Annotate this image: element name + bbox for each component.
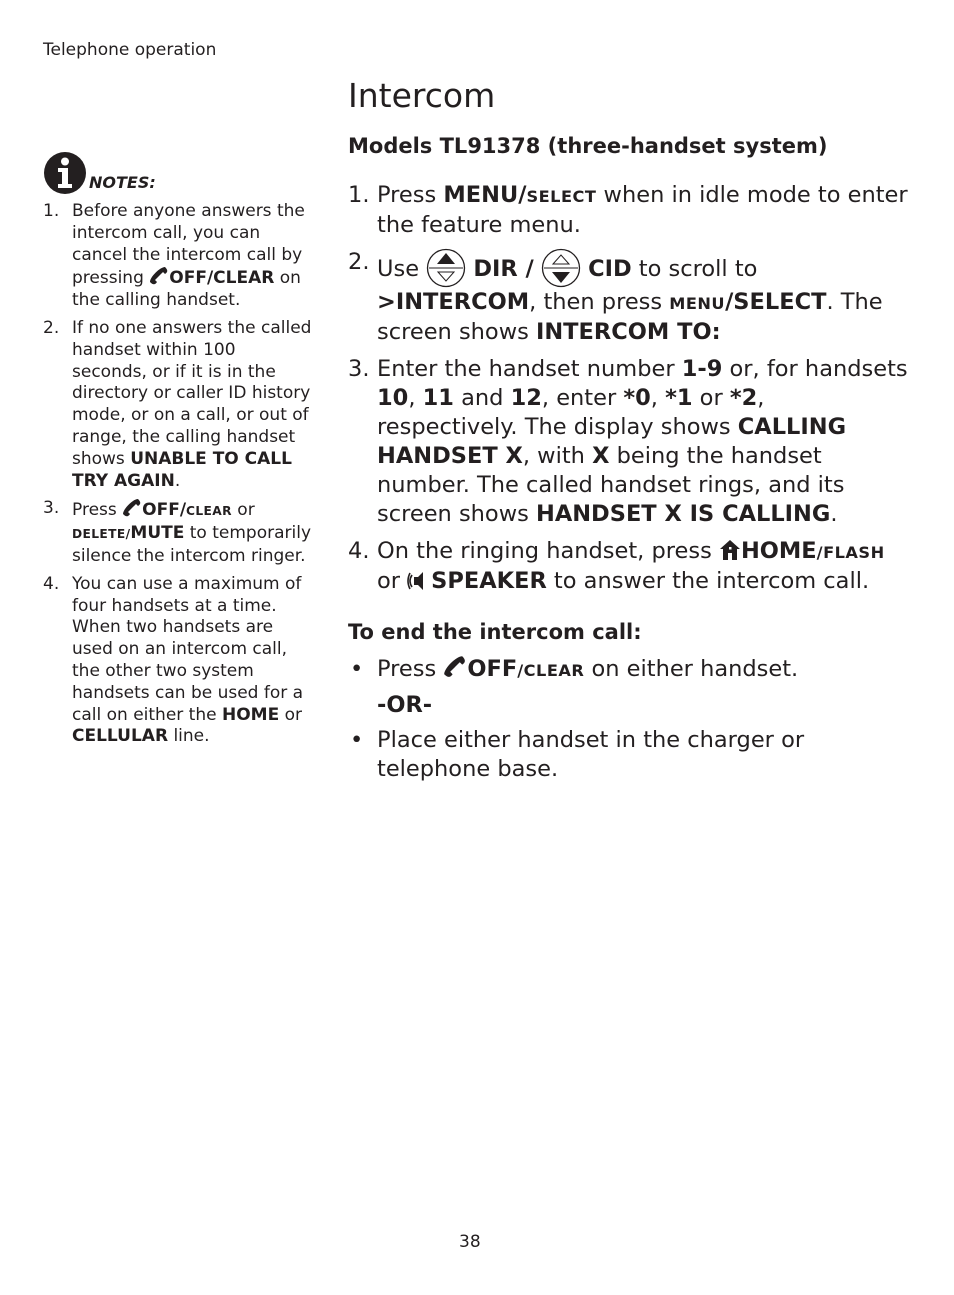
key-off: OFF (467, 656, 518, 682)
notes-heading (43, 145, 313, 195)
nav-up-icon (426, 248, 466, 288)
notes-label: NOTES: (89, 173, 156, 193)
steps-list (348, 181, 908, 596)
key-clear: /CLEAR (517, 661, 585, 680)
handset-x: X (592, 443, 610, 469)
page-title: Intercom (348, 76, 496, 115)
handset-range: 1-9 (681, 356, 723, 382)
end-call-text: Place either handset in the charger or telephone base. (377, 727, 805, 782)
display-intercom-to: INTERCOM TO: (535, 319, 721, 345)
note-text: or (231, 500, 255, 521)
step-item (348, 355, 908, 529)
note-text: Before anyone answers the intercom call, you can cancel the intercom call by pressing (72, 201, 305, 289)
info-icon (43, 151, 87, 195)
phone-off-icon (149, 266, 169, 286)
note-item (43, 318, 313, 492)
key-star-0: *0 (623, 385, 651, 411)
end-call-text: on either handset. (584, 656, 799, 682)
line-home: HOME (221, 704, 280, 725)
step-text: , then press (529, 289, 670, 315)
nav-down-icon (541, 248, 581, 288)
note-number: 2. (43, 317, 60, 338)
end-call-item (348, 655, 908, 685)
handset-12: 12 (510, 385, 542, 411)
step-text: , (650, 385, 666, 411)
step-item (348, 181, 908, 240)
step-text: , enter (541, 385, 624, 411)
note-item (43, 574, 313, 748)
handset-10: 10 (377, 385, 409, 411)
key-menu: MENU/ (443, 182, 527, 208)
key-off-clear: OFF/CLEAR (169, 268, 275, 289)
phone-off-icon (443, 655, 467, 679)
note-text: or (279, 704, 302, 725)
step-text: , with (522, 443, 593, 469)
step-text: , (408, 385, 423, 411)
key-star-2: *2 (729, 385, 758, 411)
step-text: and (453, 385, 511, 411)
key-select: /SELECT (725, 289, 827, 315)
step-text: or (692, 385, 730, 411)
key-select: SELECT (526, 187, 597, 206)
note-item (43, 201, 313, 312)
note-text: on the calling handset. (72, 268, 301, 311)
note-text: line. (168, 726, 210, 747)
step-text: or (377, 568, 408, 594)
key-speaker: SPEAKER (431, 568, 547, 594)
bullet: • (350, 656, 364, 682)
page-number: 38 (459, 1232, 481, 1252)
key-flash: /FLASH (816, 543, 885, 562)
key-clear: CLEAR (186, 504, 232, 519)
note-number: 3. (43, 498, 60, 519)
step-text: Enter the handset number (377, 356, 682, 382)
menu-intercom: >INTERCOM (377, 289, 530, 315)
line-cellular: CELLULAR (72, 726, 169, 747)
step-text: when in idle mode to enter the feature menu. (377, 182, 908, 238)
end-call-heading: To end the intercom call: (348, 620, 642, 644)
step-number: 2. (348, 249, 370, 275)
key-off: OFF/ (142, 500, 187, 521)
note-text: Press (72, 500, 123, 521)
end-call-text: Press (377, 656, 444, 682)
notes-panel (43, 145, 313, 754)
end-call-list (348, 655, 908, 685)
note-text: You can use a maximum of four handsets at a time. When two handsets are used on an intercom call, the other two system handsets can be used for a call on either the (72, 573, 304, 725)
main-content (348, 132, 908, 790)
end-call-item (348, 726, 908, 784)
step-text: being the handset number. The called handset rings, and its screen shows (377, 443, 845, 527)
note-text: If no one answers the called handset within 100 seconds, or if it is in the directory or caller ID history mode, or on a call, or out of range, the calling handset shows (72, 317, 312, 469)
note-number: 1. (43, 201, 60, 221)
key-menu: MENU (669, 294, 726, 313)
note-text: to temporarily silence the intercom ringer. (72, 523, 312, 566)
display-unable-to-call: UNABLE TO CALL TRY AGAIN (72, 448, 292, 491)
handset-11: 11 (422, 385, 454, 411)
home-icon (719, 539, 741, 561)
step-text: Use (377, 256, 427, 282)
step-number: 3. (348, 356, 370, 382)
step-text: Press (377, 182, 444, 208)
step-text: . The screen shows (377, 289, 883, 345)
key-home: HOME (740, 538, 817, 564)
phone-off-icon (122, 498, 142, 518)
notes-list (43, 201, 313, 748)
step-text: On the ringing handset, press (377, 538, 719, 564)
speaker-icon (407, 571, 431, 591)
note-number: 4. (43, 573, 60, 594)
key-delete: DELETE/ (72, 527, 131, 542)
step-text: to answer the intercom call. (546, 568, 870, 594)
model-heading: Models TL91378 (three-handset system) (348, 134, 828, 158)
end-call-list (348, 726, 908, 784)
display-handset-calling: HANDSET X IS CALLING (535, 501, 831, 527)
step-number: 4. (348, 538, 370, 564)
step-text: or, for handsets (722, 356, 908, 382)
note-text: . (174, 470, 181, 491)
key-cid: CID (588, 256, 632, 282)
note-item (43, 498, 313, 567)
step-text: . (830, 501, 838, 527)
key-star-1: *1 (665, 385, 693, 411)
step-text: , respectively. The display shows (377, 385, 765, 440)
bullet: • (350, 727, 364, 753)
step-item (348, 248, 908, 347)
or-divider: -OR- (377, 692, 433, 718)
display-calling-handset: CALLING HANDSET X (377, 414, 847, 469)
section-header: Telephone operation (43, 40, 217, 60)
key-mute: MUTE (130, 523, 185, 544)
step-number: 1. (348, 182, 370, 208)
key-dir: DIR / (473, 256, 534, 282)
step-item (348, 537, 908, 596)
step-text: to scroll to (631, 256, 758, 282)
